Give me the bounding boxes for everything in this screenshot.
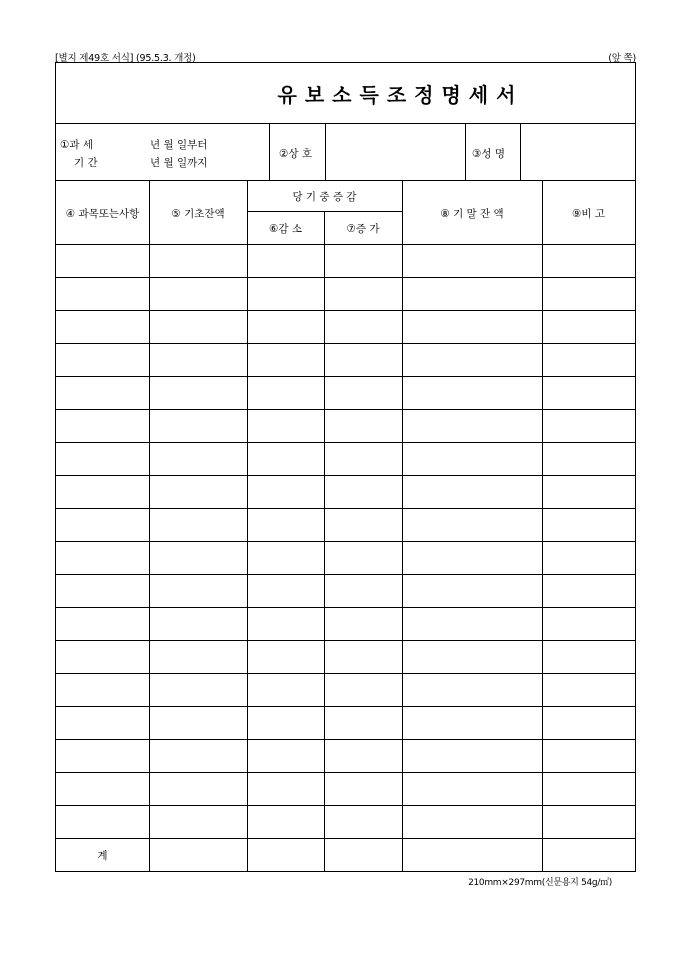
paper-spec: 210mm×297mm(신문용지 54g/㎡) <box>468 878 612 888</box>
period-to[interactable]: 년 월 일까지 <box>150 157 208 169</box>
period-from[interactable]: 년 월 일부터 <box>150 139 208 151</box>
col-account-header: ④ 과목또는사항 <box>65 208 140 220</box>
retained-income-table <box>56 180 635 871</box>
col-closing-header: ⑧ 기 말 잔 액 <box>440 208 504 220</box>
col-remarks-header: ⑨비 고 <box>571 208 606 220</box>
col-decrease-header: ⑥감 소 <box>268 223 303 235</box>
form-title: 유보소득조정명세서 <box>56 63 635 124</box>
period-label-2: 기 간 <box>74 157 98 169</box>
company-label: ②상 호 <box>279 148 313 160</box>
form-frame <box>55 62 636 872</box>
form-number: [별지 제49호 서식] (95.5.3. 개정) <box>55 53 196 64</box>
name-field[interactable] <box>520 124 635 180</box>
period-label: ①과 세 <box>60 139 94 151</box>
info-row <box>56 124 635 181</box>
col-change-group-header: 당 기 중 증 감 <box>292 191 357 203</box>
company-field[interactable] <box>325 124 465 180</box>
col-opening-header: ⑤ 기초잔액 <box>171 208 225 220</box>
page-side-label: (앞 쪽) <box>608 53 636 64</box>
total-label: 계 <box>97 850 108 862</box>
name-label: ③성 명 <box>472 148 506 160</box>
col-increase-header: ⑦증 가 <box>346 223 380 235</box>
